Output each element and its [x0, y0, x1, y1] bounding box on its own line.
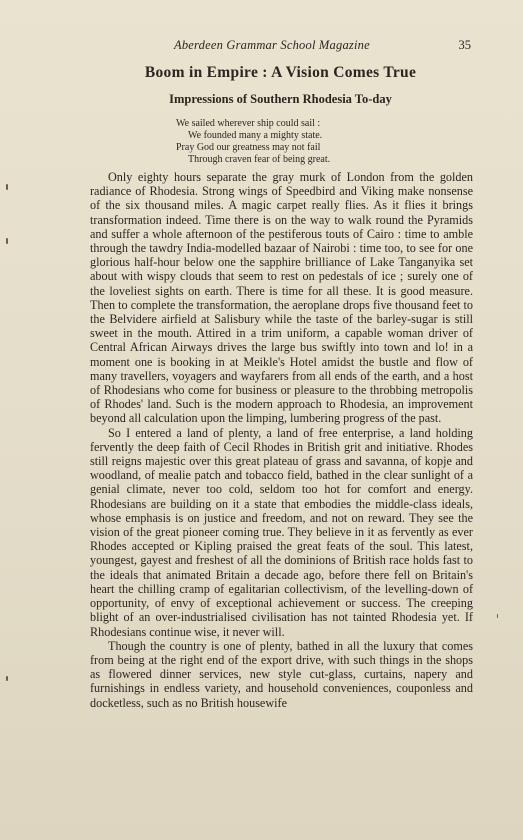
margin-mark [6, 238, 8, 244]
verse-line: We founded many a mighty state. [188, 130, 323, 142]
article-subtitle: Impressions of Southern Rhodesia To-day [169, 92, 392, 106]
verse-line: We sailed wherever ship could sail : [176, 118, 321, 129]
journal-title: Aberdeen Grammar School Magazine [174, 38, 370, 52]
article-title: Boom in Empire : A Vision Comes True [144, 64, 417, 81]
page-number: 35 [458, 38, 471, 52]
running-head [90, 38, 471, 54]
paragraph: So I entered a land of plenty, a land of free enterprise, a land holding fervently the deep faith of Cecil Rhodes in British grit and initiative. Rhodes still reigns majestic over this great plateau of grass and savanna, of kopje and woodland, of mealie patch and tobacco field, bathed in the clear sunlight of a genial climate, never too cold, seldom too hot for comfort and energy. Rhodesians are building on it a state that embodies the middle-class ideals, whose emphasis is on justice and freedom, and not on reward. They see the vision of the great pioneer coming true. They believe in it as fervently as ever Rhodes accepted or Kipling praised the great feats of the soul. This latest, youngest, gayest and freshest of all the dominions of British race holds fast to the ideals that animated Britain a decade ago, before there fell on Britain's heart the chilling cramp of egalitarian collectivism, of the levelling-down of opportunity, of envy of exceptional achievement or success. The creeping blight of an over-industrialised civilisation has not tainted Rhodesia yet. If Rhodesians continue wise, it never will. [90, 425, 473, 639]
epigraph-verse [176, 118, 376, 166]
verse-line: Pray God our greatness may not fail [176, 142, 321, 154]
verse-line: Through craven fear of being great. [188, 154, 331, 166]
paragraph: Though the country is one of plenty, bathed in all the luxury that comes from being at the right end of the export drive, with such things in the shops as flowered dinner services, new style cut-glass, curtains, napery and furnishings in endless variety, and household conveniences, couponless and docketless, such as no British housewife [90, 638, 473, 710]
margin-mark [6, 676, 8, 681]
margin-mark [6, 184, 8, 190]
margin-mark [497, 614, 498, 618]
article-body [90, 170, 473, 710]
paragraph: Only eighty hours separate the gray murk of London from the golden radiance of Rhodesia. Strong wings of Speedbird and Viking make nonsense of the six thousand miles. A magic carpet really flies. As it flies it brings transformation indeed. Time there is on the way to walk round the Pyramids and suffer a whole afternoon of the pestiferous touts of Cairo : time to amble through the tawdry India-modelled bazaar of Nairobi : time too, to see for one glorious half-hour below one the sapphire brilliance of Lake Tanganyika set about with wispy clouds that seem to rest on pedestals of ice ; surely one of the loveliest sights on earth. There is time for all these. It is good measure. Then to complete the transformation, the aeroplane drops five thousand feet to the Belvidere airfield at Salisbury while the taste of the barley-sugar is still sweet in the mouth. Attired in a trim uniform, a capable woman driver of Central African Airways drives the large bus swiftly into town and lo! in a moment one is booking in at Meikle's Hotel amidst the bustle and flow of many travellers, voyagers and wayfarers from all ends of the earth, and a host of Rhodesians who come for business or pleasure to the throbbing metropolis of Rhodes' land. Such is the modern approach to Rhodesia, an improvement beyond all calculation upon the limping, lumbering progress of the past. [90, 170, 473, 426]
